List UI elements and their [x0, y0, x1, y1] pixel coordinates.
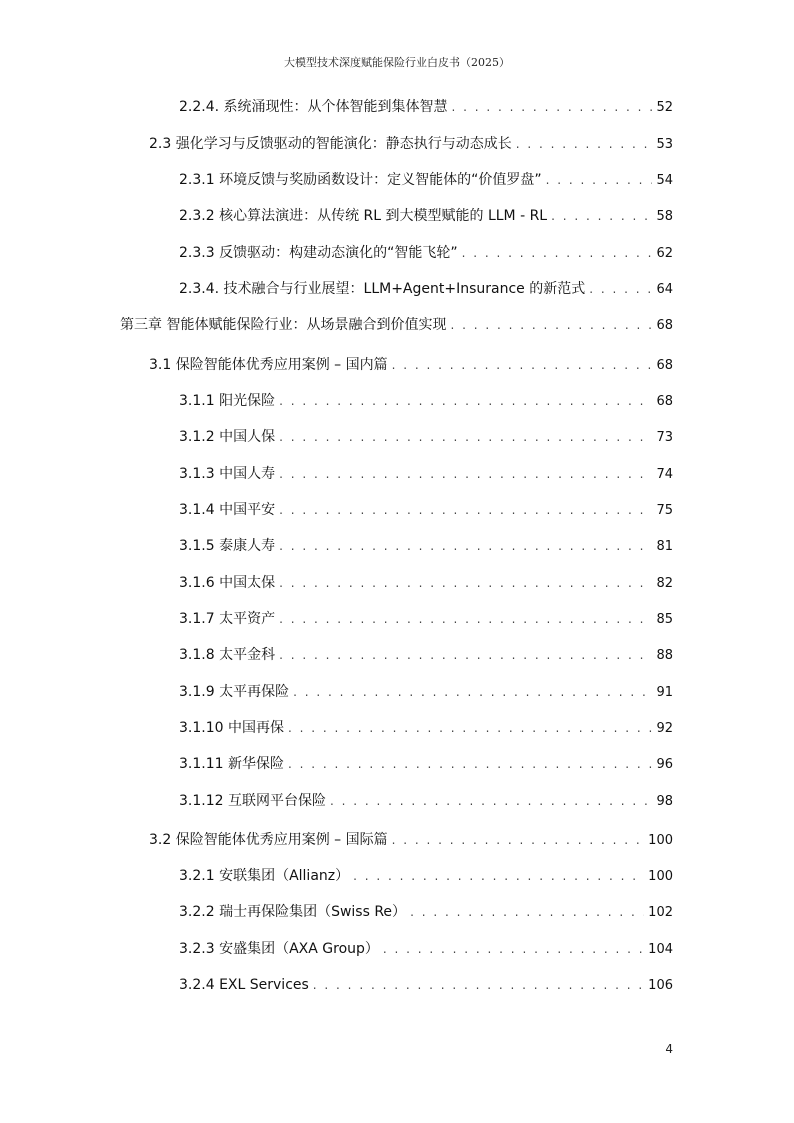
toc-leader-dots [462, 244, 653, 262]
toc-leader-dots [279, 574, 652, 592]
toc-entry-title: 2.3.2 核心算法演进：从传统 RL 到大模型赋能的 LLM - RL [179, 208, 548, 224]
toc-leader-dots [279, 537, 652, 555]
toc-entry[interactable] [149, 356, 673, 375]
toc-entry-page: 73 [656, 430, 673, 445]
toc-entry[interactable] [179, 537, 673, 556]
toc-entry-page: 91 [656, 685, 673, 700]
toc-leader-dots [279, 465, 652, 483]
toc-entry[interactable] [179, 719, 673, 738]
toc-entry-title: 3.2.4 EXL Services [179, 977, 309, 993]
toc-entry-page: 100 [648, 833, 673, 848]
toc-entry-title: 3.2.3 安盛集团（AXA Group） [179, 941, 379, 957]
toc-entry-page: 58 [656, 209, 673, 224]
toc-entry-page: 98 [656, 794, 673, 809]
toc-leader-dots [383, 940, 644, 958]
toc-entry-title: 2.3.1 环境反馈与奖励函数设计：定义智能体的“价值罗盘” [179, 172, 542, 188]
toc-entry-title: 3.1.2 中国人保 [179, 429, 276, 445]
toc-entry[interactable] [179, 755, 673, 774]
toc-leader-dots [353, 867, 644, 885]
toc-leader-dots [288, 719, 652, 737]
toc-entry[interactable] [179, 940, 673, 959]
toc-entry[interactable] [179, 244, 673, 263]
toc-entry[interactable] [179, 574, 673, 593]
toc-entry-title: 2.2.4. 系统涌现性：从个体智能到集体智慧 [179, 99, 448, 115]
toc-entry[interactable] [179, 207, 673, 226]
toc-leader-dots [516, 135, 653, 153]
toc-entry[interactable] [179, 501, 673, 520]
toc-entry-title: 3.1 保险智能体优秀应用案例 – 国内篇 [149, 357, 388, 373]
toc-entry[interactable] [179, 683, 673, 702]
page-header-title: 大模型技术深度赋能保险行业白皮书（2025） [284, 56, 510, 69]
toc-leader-dots [546, 171, 653, 189]
toc-entry-title: 3.1.10 中国再保 [179, 720, 284, 736]
toc-entry-title: 第三章 智能体赋能保险行业：从场景融合到价值实现 [120, 317, 447, 333]
toc-leader-dots [589, 280, 652, 298]
toc-entry[interactable] [179, 280, 673, 299]
toc-entry-title: 3.1.7 太平资产 [179, 611, 276, 627]
toc-entry[interactable] [179, 867, 673, 886]
toc-leader-dots [288, 755, 652, 773]
toc-leader-dots [279, 501, 652, 519]
toc-entry-title: 3.1.9 太平再保险 [179, 684, 290, 700]
toc-entry-page: 68 [656, 394, 673, 409]
toc-entry-title: 2.3.3 反馈驱动：构建动态演化的“智能飞轮” [179, 245, 458, 261]
toc-leader-dots [279, 610, 652, 628]
toc-leader-dots [279, 392, 652, 410]
toc-entry[interactable] [149, 135, 673, 154]
toc-leader-dots [450, 316, 652, 334]
toc-entry[interactable] [120, 316, 673, 335]
toc-entry-page: 68 [656, 318, 673, 333]
toc-leader-dots [392, 831, 645, 849]
toc-entry-page: 52 [656, 100, 673, 115]
toc-entry-title: 2.3.4. 技术融合与行业展望：LLM+Agent+Insurance 的新范式 [179, 281, 586, 297]
toc-entry-title: 3.2.1 安联集团（Allianz） [179, 868, 350, 884]
toc-entry-title: 3.1.3 中国人寿 [179, 466, 276, 482]
toc-entry[interactable] [149, 831, 673, 850]
toc-entry-page: 74 [656, 467, 673, 482]
toc-entry-title: 3.1.6 中国太保 [179, 575, 276, 591]
toc-leader-dots [330, 792, 652, 810]
toc-entry-page: 53 [656, 137, 673, 152]
toc-leader-dots [551, 207, 652, 225]
toc-entry[interactable] [179, 903, 673, 922]
toc-entry-page: 64 [656, 282, 673, 297]
toc-entry-title: 3.1.4 中国平安 [179, 502, 276, 518]
toc-entry-page: 68 [656, 358, 673, 373]
toc-entry-page: 54 [656, 173, 673, 188]
toc-entry[interactable] [179, 792, 673, 811]
toc-leader-dots [452, 98, 653, 116]
toc-entry-page: 62 [656, 246, 673, 261]
toc-entry[interactable] [179, 171, 673, 190]
toc-entry-title: 3.2.2 瑞士再保险集团（Swiss Re） [179, 904, 407, 920]
toc-entry[interactable] [179, 646, 673, 665]
toc-entry-title: 3.1.11 新华保险 [179, 756, 284, 772]
toc-entry-page: 106 [648, 978, 673, 993]
toc-entry-page: 82 [656, 576, 673, 591]
toc-entry-page: 75 [656, 503, 673, 518]
toc-entry[interactable] [179, 976, 673, 995]
toc-entry-page: 92 [656, 721, 673, 736]
toc-entry[interactable] [179, 428, 673, 447]
toc-entry[interactable] [179, 98, 673, 117]
toc-leader-dots [279, 646, 652, 664]
toc-entry[interactable] [179, 465, 673, 484]
toc-entry-title: 3.1.12 互联网平台保险 [179, 793, 326, 809]
toc-entry-page: 88 [656, 648, 673, 663]
toc-entry-page: 85 [656, 612, 673, 627]
toc-entry[interactable] [179, 392, 673, 411]
toc-entry-title: 3.1.8 太平金科 [179, 647, 276, 663]
toc-leader-dots [313, 976, 644, 994]
toc-entry-page: 104 [648, 942, 673, 957]
toc-entry-title: 3.2 保险智能体优秀应用案例 – 国际篇 [149, 832, 388, 848]
toc-leader-dots [293, 683, 652, 701]
toc-leader-dots [392, 356, 653, 374]
toc-leader-dots [279, 428, 652, 446]
page-number: 4 [665, 1042, 673, 1056]
toc-leader-dots [410, 903, 644, 921]
toc-entry-page: 102 [648, 905, 673, 920]
toc-entry-page: 81 [656, 539, 673, 554]
toc-entry-page: 96 [656, 757, 673, 772]
toc-entry-page: 100 [648, 869, 673, 884]
toc-entry-title: 3.1.5 泰康人寿 [179, 538, 276, 554]
toc-entry-title: 2.3 强化学习与反馈驱动的智能演化：静态执行与动态成长 [149, 136, 512, 152]
toc-entry[interactable] [179, 610, 673, 629]
toc-entry-title: 3.1.1 阳光保险 [179, 393, 276, 409]
